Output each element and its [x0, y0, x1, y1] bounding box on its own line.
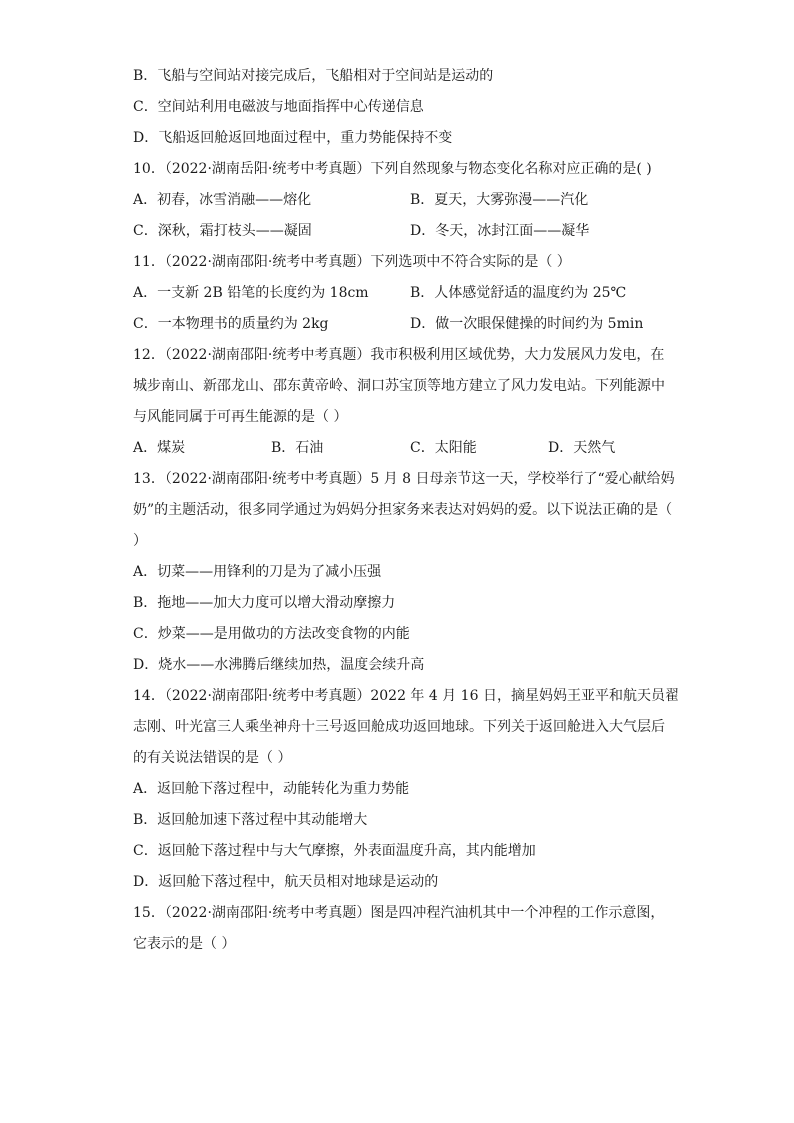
q10-option-d: D．冬天，冰封江面——凝华 — [410, 223, 590, 239]
q14-stem-line3: 的有关说法错误的是（ ） — [133, 750, 292, 766]
q14-stem-line2: 志刚、叶光富三人乘坐神舟十三号返回舱成功返回地球。下列关于返回舱进入大气层后 — [133, 719, 665, 735]
q13-option-b: B．拖地——加大力度可以增大滑动摩擦力 — [133, 595, 396, 611]
q12-option-d: D．天然气 — [548, 440, 616, 456]
q11-option-a: A．一支新 2B 铅笔的长度约为 18cm — [133, 285, 369, 301]
q12-option-c: C．太阳能 — [410, 440, 477, 456]
q11-option-c: C．一本物理书的质量约为 2kg — [133, 316, 329, 332]
q12-stem-line2: 城步南山、新邵龙山、邵东黄帝岭、洞口苏宝顶等地方建立了风力发电站。下列能源中 — [133, 378, 665, 394]
q12-stem-line1: 12．（2022·湖南邵阳·统考中考真题）我市积极利用区域优势，大力发展风力发电，在 — [133, 347, 665, 363]
q14-option-c: C．返回舱下落过程中与大气摩擦，外表面温度升高，其内能增加 — [133, 843, 536, 859]
prev-option-c: C．空间站利用电磁波与地面指挥中心传递信息 — [133, 99, 424, 115]
q14-option-a: A．返回舱下落过程中，动能转化为重力势能 — [133, 781, 410, 797]
q12-stem-line3: 与风能同属于可再生能源的是（ ） — [133, 409, 348, 425]
q10-option-c: C．深秋，霜打枝头——凝固 — [133, 223, 312, 239]
q13-option-d: D．烧水——水沸腾后继续加热，温度会续升高 — [133, 657, 425, 673]
q13-stem-line1: 13．（2022·湖南邵阳·统考中考真题）5 月 8 日母亲节这一天，学校举行了“爱心献给妈 — [133, 471, 675, 487]
q13-option-c: C．炒菜——是用做功的方法改变食物的内能 — [133, 626, 410, 642]
q11-option-b: B．人体感觉舒适的温度约为 25℃ — [410, 285, 627, 301]
q11-option-d: D．做一次眼保健操的时间约为 5min — [410, 316, 644, 332]
q10-stem: 10．（2022·湖南岳阳·统考中考真题）下列自然现象与物态变化名称对应正确的是( ) — [133, 161, 652, 177]
q15-stem-line1: 15．（2022·湖南邵阳·统考中考真题）图是四冲程汽油机其中一个冲程的工作示意图， — [133, 905, 665, 921]
q10-option-b: B．夏天，大雾弥漫——汽化 — [410, 192, 589, 208]
q13-option-a: A．切菜——用锋利的刀是为了减小压强 — [133, 564, 382, 580]
q12-option-a: A．煤炭 — [133, 440, 186, 456]
q14-option-b: B．返回舱加速下落过程中其动能增大 — [133, 812, 368, 828]
prev-option-d: D．飞船返回舱返回地面过程中，重力势能保持不变 — [133, 130, 453, 146]
prev-option-b: B．飞船与空间站对接完成后，飞船相对于空间站是运动的 — [133, 68, 494, 84]
q14-stem-line1: 14．（2022·湖南邵阳·统考中考真题）2022 年 4 月 16 日，摘星妈妈王亚平和航天员翟 — [133, 688, 679, 704]
q15-stem-line2: 它表示的是（ ） — [133, 936, 236, 952]
q13-stem-line2: 奶”的主题活动，很多同学通过为妈妈分担家务来表达对妈妈的爱。以下说法正确的是（ — [133, 502, 673, 518]
q13-stem-line3: ） — [133, 533, 147, 549]
q14-option-d: D．返回舱下落过程中，航天员相对地球是运动的 — [133, 874, 439, 890]
q12-option-b: B．石油 — [271, 440, 324, 456]
q11-stem: 11．（2022·湖南邵阳·统考中考真题）下列选项中不符合实际的是（ ） — [133, 254, 571, 270]
q10-option-a: A．初春，冰雪消融——熔化 — [133, 192, 312, 208]
